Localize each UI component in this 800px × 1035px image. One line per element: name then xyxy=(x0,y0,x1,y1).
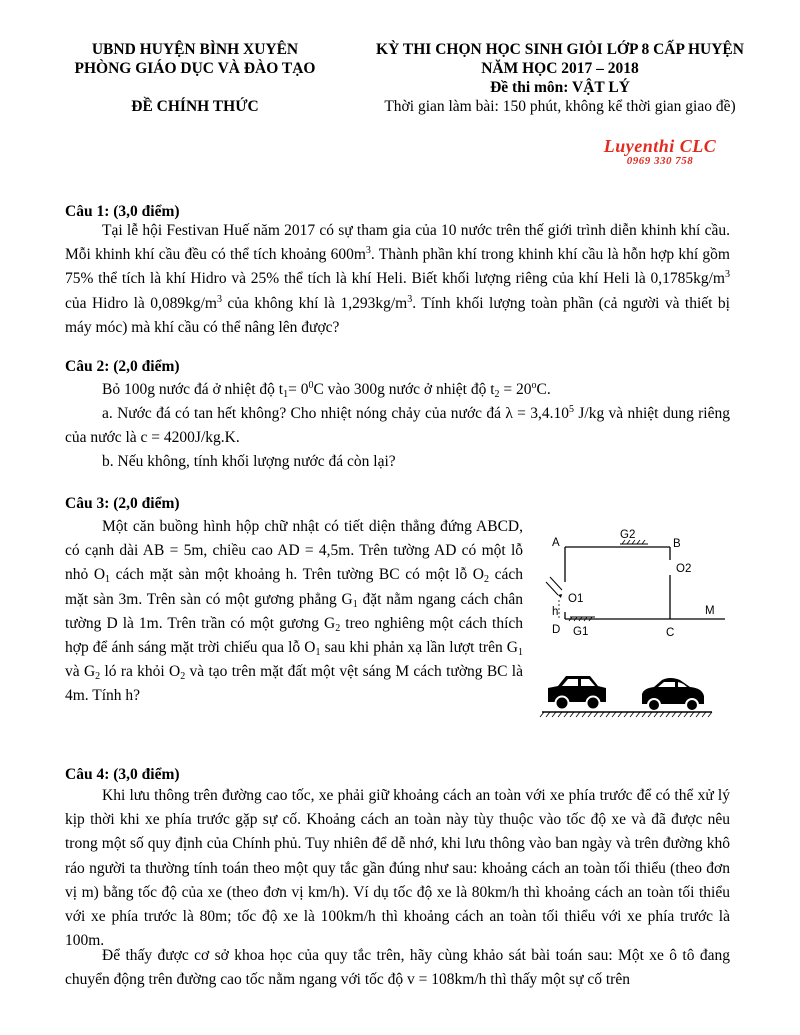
q4-paragraph-1: Khi lưu thông trên đường cao tốc, xe phải giữ khoảng cách an toàn với xe phía trước để có thể xử lý kịp thời khi xe phía trước gặp sự cố. Khoảng cách an toàn này tùy thuộc vào tốc độ xe và đã được nêu trong một số quy định của Chính phủ. Tuy nhiên để dễ nhớ, khi lưu thông vào ban ngày và trên đường khô ráo người ta thường tính toán theo một quy tắc gần đúng như sau: khoảng cách an toàn tối thiểu (theo đơn vị m) bằng tốc độ của xe (theo đơn vị km/h). Ví dụ tốc độ xe là 80km/h thì khoảng cách an toàn tối thiểu với xe phía trước là 80m; tốc độ xe là 100km/h thì khoảng cách an toàn tối thiểu với xe phía trước là 100m. xyxy=(65,787,730,950)
brand-name: Luyenthi CLC xyxy=(603,136,717,156)
label-a: A xyxy=(552,537,560,549)
road-ground xyxy=(540,712,712,717)
q2-part-b: b. Nếu không, tính khối lượng nước đá còn lại? xyxy=(102,453,396,470)
q3-title: Câu 3: (2,0 điểm) xyxy=(65,495,180,512)
label-g2: G2 xyxy=(620,529,636,541)
brand-stamp xyxy=(585,137,735,167)
brand-phone: 0969 330 758 xyxy=(626,155,694,167)
sunlight-ray xyxy=(546,577,562,598)
label-b: B xyxy=(673,538,681,550)
q4-title: Câu 4: (3,0 điểm) xyxy=(65,766,180,783)
label-c: C xyxy=(666,627,675,639)
department-name: UBND HUYỆN BÌNH XUYÊN xyxy=(91,41,299,58)
official-label: ĐỀ CHÍNH THỨC xyxy=(131,98,259,115)
header-left xyxy=(40,40,350,116)
label-d: D xyxy=(552,624,561,636)
label-o1: O1 xyxy=(568,593,584,605)
q4-paragraph-2: Để thấy được cơ sở khoa học của quy tắc trên, hãy cùng khảo sát bài toán sau: Một xe ô tô đang chuyển động trên đường cao tốc nằm ngang với tốc độ v = 108km/h thì thấy một sự cố trên xyxy=(65,947,730,989)
car-right-icon xyxy=(642,678,704,711)
exam-title: KỲ THI CHỌN HỌC SINH GIỎI LỚP 8 CẤP HUYỆN xyxy=(376,41,744,58)
q1-text: Tại lễ hội Festivan Huế năm 2017 có sự tham gia của 10 nước trên thế giới trình diễn khinh khí cầu. Mỗi khinh khí cầu đều có thể tích khoảng $600m^3$. Thành phần khí trong khinh khí cầu là hỗn hợp khí gồm 75% thể tích là khí Hidro và 25% thể tích là khí Heli. Biết khối lượng riêng của khí Heli là $0,1785kg/m^3$ của Hidro là $0,089kg/m^3$ của không khí là $1,293kg/m^3$. Tính khối lượng toàn phần (cả người và thiết bị máy móc) mà khí cầu có thể nâng lên được? xyxy=(65,222,730,336)
q3-text: Một căn buồng hình hộp chữ nhật có tiết diện thẳng đứng ABCD, có cạnh dài AB = 5m, chiều cao AD = 4,5m. Trên tường AD có một lỗ nhỏ $O_1$ cách mặt sàn một khoảng h. Trên tường BC có một lỗ $O_2$ cách mặt sàn 3m. Trên sàn có một gương phẳng $G_1$ đặt nằm ngang cách chân tường D là 1m. Trên trần có một gương $G_2$ treo nghiêng một cách thích hợp để ánh sáng mặt trời chiếu qua lỗ $O_1$ sau khi phản xạ lần lượt trên $G_1$ và $G_2$ ló ra khỏi $O_2$ và tạo trên mặt đất một vệt sáng M cách tường BC là 4m. Tính h? xyxy=(65,518,524,705)
label-m: M xyxy=(705,605,715,617)
q2-title: Câu 2: (2,0 điểm) xyxy=(65,358,180,375)
car-left-icon xyxy=(548,676,606,710)
exam-duration: Thời gian làm bài: 150 phút, không kể thời gian giao đề) xyxy=(384,98,736,115)
school-year: NĂM HỌC 2017 – 2018 xyxy=(481,60,639,77)
room-diagram xyxy=(530,520,740,730)
label-o2: O2 xyxy=(676,563,692,575)
q1-title: Câu 1: (3,0 điểm) xyxy=(65,203,180,220)
header-right xyxy=(350,40,770,116)
label-g1: G1 xyxy=(573,626,589,638)
exam-subject: Đề thi môn: VẬT LÝ xyxy=(490,79,630,96)
q2-part-a: a. Nước đá có tan hết không? Cho nhiệt nóng chảy của nước đá $\lambda = 3,4.10^5$ J/kg và nhiệt dung riêng của nước là c = 4200J/kg.K. xyxy=(65,404,730,447)
q2-intro: Bỏ 100g nước đá ở nhiệt độ $t_1= 0^0C$ vào 300g nước ở nhiệt độ $t_2 = 20^oC$. xyxy=(102,380,551,400)
label-h: h xyxy=(552,606,559,618)
office-name: PHÒNG GIÁO DỤC VÀ ĐÀO TẠO xyxy=(74,60,316,77)
